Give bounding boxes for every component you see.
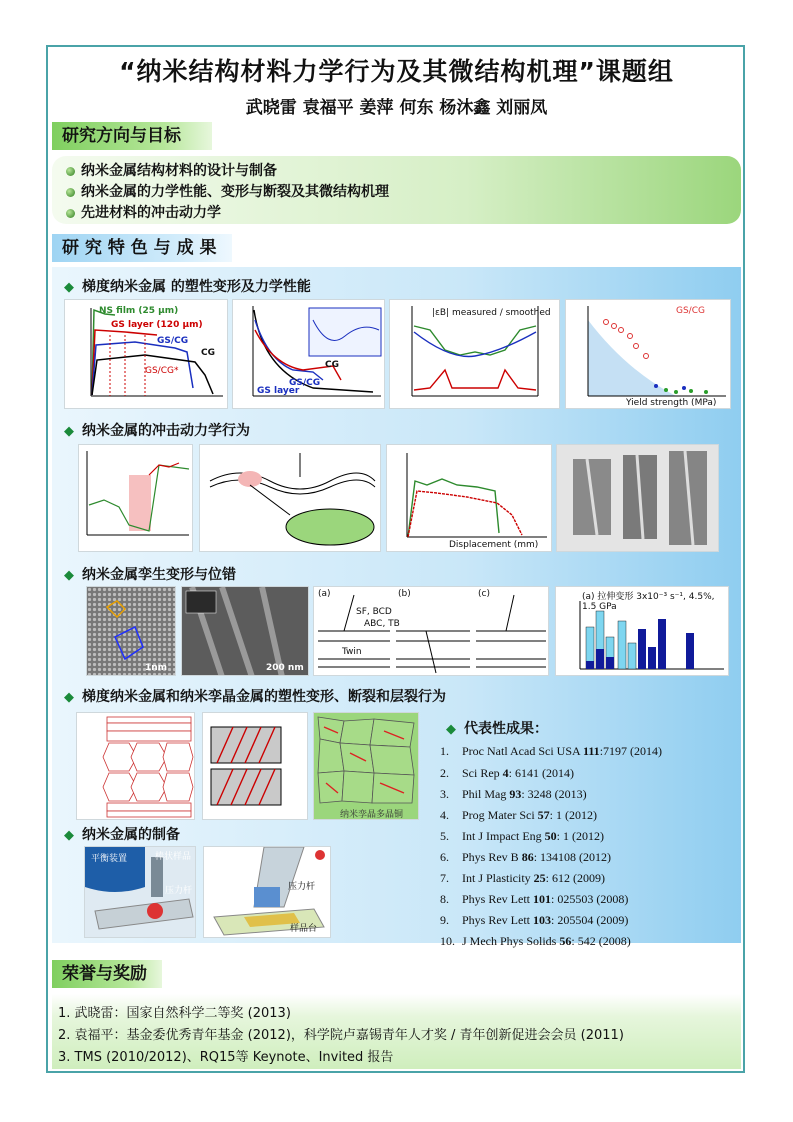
fig-label: 纳米孪晶多晶铜 [340, 810, 404, 820]
strain-gradient-figure [389, 299, 560, 409]
rod-sample-apparatus [84, 846, 196, 938]
goals-box [52, 156, 741, 224]
bullet-icon [66, 167, 75, 176]
honor-item: 3. TMS (2010/2012)、RQ15等 Keynote、Invited 报告 [58, 1050, 394, 1065]
fig-label: GS/CG [289, 378, 321, 388]
fig-label: GS/CG* [145, 366, 179, 376]
fig-label: Twin [342, 647, 362, 657]
publication-item: 7. Int J Plasticity 25: 612 (2009) [440, 871, 605, 885]
goal-item [66, 160, 277, 180]
topic-title: 纳米金属孪生变形与位错 [82, 567, 236, 583]
fig-label: NS film (25 μm) [99, 306, 179, 316]
publication-item: 5. Int J Impact Eng 50: 1 (2012) [440, 829, 604, 843]
plate-sample-apparatus [203, 846, 331, 938]
topic-title: 纳米金属的冲击动力学行为 [82, 423, 250, 439]
tem-image [181, 586, 309, 676]
publication-item: 3. Phil Mag 93: 3248 (2013) [440, 787, 587, 801]
fig-label: |εB| measured / smoothed [432, 308, 551, 318]
fig-label: 压力杆 [288, 882, 316, 892]
fig-label: GS layer (120 μm) [111, 320, 203, 330]
goal-text: 纳米金属的力学性能、变形与断裂及其微结构机理 [81, 184, 389, 200]
fig-label: (c) [478, 589, 490, 599]
publication-item: 4. Prog Mater Sci 57: 1 (2012) [440, 808, 597, 822]
goal-text: 纳米金属结构材料的设计与制备 [81, 163, 277, 179]
diamond-icon: ◆ [64, 280, 74, 295]
shear-force-figure [386, 444, 552, 552]
topic-impact [64, 420, 250, 440]
publications-heading-text: 代表性成果： [464, 721, 548, 737]
diamond-icon: ◆ [64, 424, 74, 439]
poster-authors: 武晓雷 袁福平 姜萍 何东 杨沐鑫 刘丽凤 [245, 98, 548, 118]
nanotwin-polycrystal-image [313, 712, 419, 820]
fraction-bar-chart [555, 586, 729, 676]
fig-label: ABC, TB [364, 619, 400, 629]
impact-diagram-figure [78, 444, 193, 552]
topic-preparation [64, 824, 180, 844]
fig-label: GS/CG [157, 336, 189, 346]
fig-label: CG [201, 348, 215, 358]
goal-text: 先进材料的冲击动力学 [81, 205, 221, 221]
diamond-icon: ◆ [64, 568, 74, 583]
fig-label: 样品台 [290, 924, 318, 934]
diamond-icon: ◆ [64, 690, 74, 705]
fig-label: CG [325, 360, 339, 370]
publication-item: 9. Phys Rev Lett 103: 205504 (2009) [440, 913, 629, 927]
fig-label: (b) [398, 589, 411, 599]
topic-fracture [64, 686, 446, 706]
hrtem-image [86, 586, 176, 676]
publication-item: 1. Proc Natl Acad Sci USA 111:7197 (2014) [440, 744, 663, 758]
bullet-icon [66, 188, 75, 197]
fig-label: (a) [318, 589, 331, 599]
poster-title: “纳米结构材料力学行为及其微结构机理”课题组 [119, 57, 674, 86]
honors-box [52, 994, 741, 1069]
publication-item: 2. Sci Rep 4: 6141 (2014) [440, 766, 574, 780]
gradient-grain-schematic [76, 712, 195, 820]
topic-title: 梯度纳米金属 的塑性变形及力学性能 [82, 279, 311, 295]
honors-heading: 荣誉与奖励 [52, 960, 162, 988]
goals-heading: 研究方向与目标 [52, 122, 212, 150]
layer-fracture-schematic [202, 712, 308, 820]
honor-item: 1. 武晓雷：国家自然科学二等奖 (2013) [58, 1006, 291, 1021]
shear-band-schematic [199, 444, 381, 552]
shear-band-micrographs [556, 444, 719, 552]
topic-twinning [64, 564, 236, 584]
fig-label: 200 nm [266, 663, 304, 673]
fig-label: SF, BCD [356, 607, 392, 617]
fig-label: GS layer [257, 386, 300, 396]
bullet-icon [66, 209, 75, 218]
publication-item: 10. J Mech Phys Solids 56: 542 (2008) [440, 934, 631, 948]
topic-gradient [64, 276, 311, 296]
fig-label: Yield strength (MPa) [626, 398, 717, 408]
topic-title: 纳米金属的制备 [82, 827, 180, 843]
strength-ductility-figure [565, 299, 731, 409]
fig-label: GS/CG [676, 306, 705, 316]
twin-mechanism-schematic [313, 586, 549, 676]
stress-strain-figure [64, 299, 228, 409]
honor-item: 2. 袁福平：基金委优秀青年基金 (2012)，科学院卢嘉锡青年人才奖 / 青年创新促进会会员 (2011) [58, 1028, 624, 1043]
fig-label: 压力杆 [165, 886, 193, 896]
publication-item: 8. Phys Rev Lett 101: 025503 (2008) [440, 892, 629, 906]
fig-label: 棒状样品 [155, 852, 192, 862]
publications-heading [446, 718, 548, 738]
diamond-icon: ◆ [64, 828, 74, 843]
fig-label: (a) 拉伸变形 3x10⁻³ s⁻¹, 4.5%, 1.5 GPa [582, 592, 715, 612]
goal-item [66, 181, 389, 201]
fig-label: Displacement (mm) [449, 540, 539, 550]
fig-label: 平衡装置 [91, 854, 128, 864]
goal-item [66, 202, 221, 222]
hardening-figure [232, 299, 385, 409]
topic-title: 梯度纳米金属和纳米孪晶金属的塑性变形、断裂和层裂行为 [82, 689, 446, 705]
diamond-icon: ◆ [446, 722, 456, 737]
publication-item: 6. Phys Rev B 86: 134108 (2012) [440, 850, 612, 864]
results-heading: 研 究 特 色 与 成 果 [52, 234, 232, 262]
fig-label: 1nm [145, 663, 168, 673]
